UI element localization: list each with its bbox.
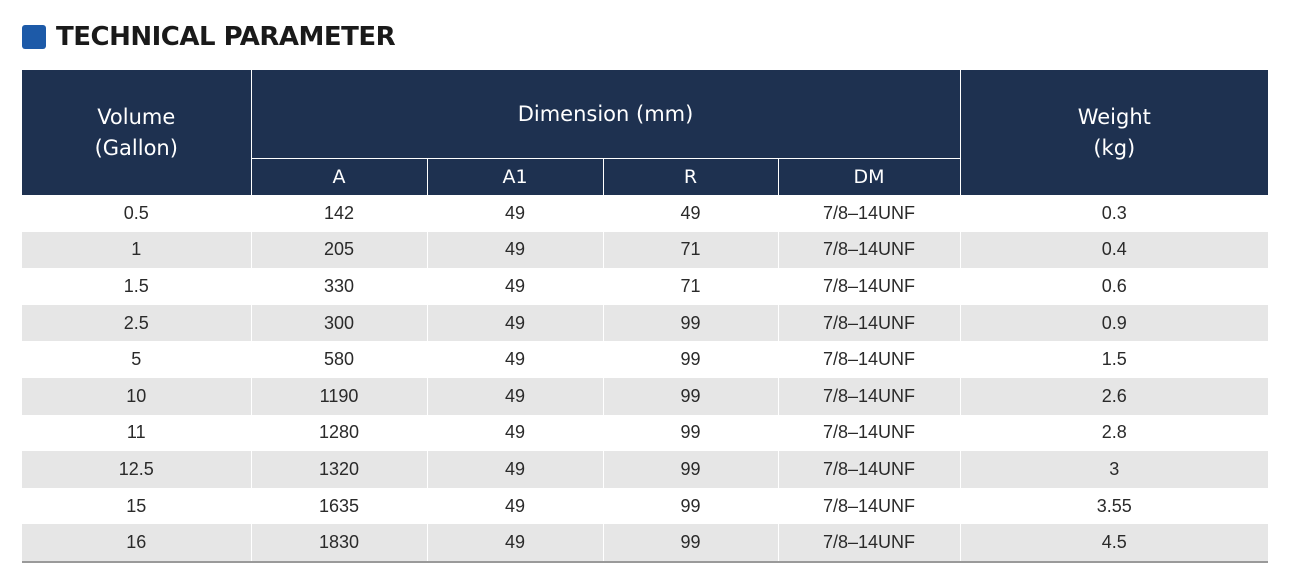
section-title: TECHNICAL PARAMETER <box>56 22 396 52</box>
volume-cell: 0.5 <box>123 202 149 223</box>
technical-parameter-table <box>22 70 1268 563</box>
a1-cell: 49 <box>427 524 603 562</box>
volume-header-unit: (Gallon) <box>94 135 178 160</box>
r-cell: 99 <box>603 488 778 525</box>
weight-cell: 2.6 <box>960 378 1268 415</box>
dm-cell: 7/8–14UNF <box>778 268 960 305</box>
square-bullet-icon <box>22 25 46 49</box>
dm-cell: 7/8–14UNF <box>778 341 960 378</box>
dm-cell: 7/8–14UNF <box>778 305 960 342</box>
r-cell: 99 <box>603 305 778 342</box>
volume-cell: 10 <box>22 378 251 415</box>
r-cell: 71 <box>603 232 778 269</box>
weight-cell: 1.5 <box>960 341 1268 378</box>
a1-cell: 49 <box>427 451 603 488</box>
dimension-subheader-a: A <box>251 159 427 196</box>
dm-cell: 7/8–14UNF <box>778 415 960 452</box>
dm-cell: 7/8–14UNF <box>778 232 960 269</box>
section-header <box>22 20 395 54</box>
weight-cell: 0.4 <box>960 232 1268 269</box>
r-cell: 49 <box>603 195 778 232</box>
table-row <box>22 488 1268 525</box>
volume-cell: 5 <box>131 349 142 370</box>
r-cell: 71 <box>603 268 778 305</box>
a1-cell: 49 <box>427 341 603 378</box>
table-body <box>22 195 1268 562</box>
volume-cell: 12.5 <box>22 451 251 488</box>
a-cell: 1190 <box>251 378 427 415</box>
r-cell: 99 <box>603 341 778 378</box>
dm-cell: 7/8–14UNF <box>778 524 960 562</box>
dimension-subheader-r: R <box>603 159 778 196</box>
a-cell: 1635 <box>251 488 427 525</box>
table-row <box>22 524 1268 562</box>
volume-cell: 11 <box>126 422 146 443</box>
volume-cell: 1.5 <box>123 275 149 296</box>
dm-cell: 7/8–14UNF <box>778 451 960 488</box>
table-row <box>22 195 1268 232</box>
a1-cell: 49 <box>427 415 603 452</box>
a-cell: 1320 <box>251 451 427 488</box>
a1-cell: 49 <box>427 195 603 232</box>
table-row <box>22 341 1268 378</box>
a1-cell: 49 <box>427 378 603 415</box>
r-cell: 99 <box>603 524 778 562</box>
weight-header-unit: (kg) <box>1093 135 1136 160</box>
dm-cell: 7/8–14UNF <box>778 195 960 232</box>
weight-cell: 4.5 <box>960 524 1268 562</box>
a-cell: 1830 <box>251 524 427 562</box>
weight-cell: 3 <box>960 451 1268 488</box>
weight-cell: 2.8 <box>960 415 1268 452</box>
dimension-subheader-dm: DM <box>778 159 960 196</box>
table-row <box>22 451 1268 488</box>
volume-cell: 16 <box>22 524 251 562</box>
a1-cell: 49 <box>427 305 603 342</box>
a-cell: 1280 <box>251 415 427 452</box>
weight-cell: 0.9 <box>960 305 1268 342</box>
table-row <box>22 268 1268 305</box>
weight-cell: 0.6 <box>960 268 1268 305</box>
volume-cell: 15 <box>126 495 147 516</box>
table-row <box>22 378 1268 415</box>
dimension-subheader-a1: A1 <box>427 159 603 196</box>
r-cell: 99 <box>603 415 778 452</box>
dimension-header: Dimension (mm) <box>251 70 960 159</box>
table-row <box>22 305 1268 342</box>
table-row <box>22 232 1268 269</box>
volume-header <box>22 70 251 195</box>
volume-cell: 1 <box>22 232 251 269</box>
a1-cell: 49 <box>427 268 603 305</box>
table-row <box>22 415 1268 452</box>
r-cell: 99 <box>603 451 778 488</box>
dm-cell: 7/8–14UNF <box>778 488 960 525</box>
weight-cell: 0.3 <box>960 195 1268 232</box>
a-cell: 205 <box>251 232 427 269</box>
a-cell: 330 <box>251 268 427 305</box>
dm-cell: 7/8–14UNF <box>778 378 960 415</box>
volume-cell: 2.5 <box>22 305 251 342</box>
a-cell: 580 <box>251 341 427 378</box>
weight-header-label: Weight <box>1077 104 1151 129</box>
r-cell: 99 <box>603 378 778 415</box>
a-cell: 300 <box>251 305 427 342</box>
a1-cell: 49 <box>427 232 603 269</box>
weight-cell: 3.55 <box>960 488 1268 525</box>
volume-header-label: Volume <box>97 104 176 129</box>
a1-cell: 49 <box>427 488 603 525</box>
weight-header <box>960 70 1268 195</box>
a-cell: 142 <box>251 195 427 232</box>
